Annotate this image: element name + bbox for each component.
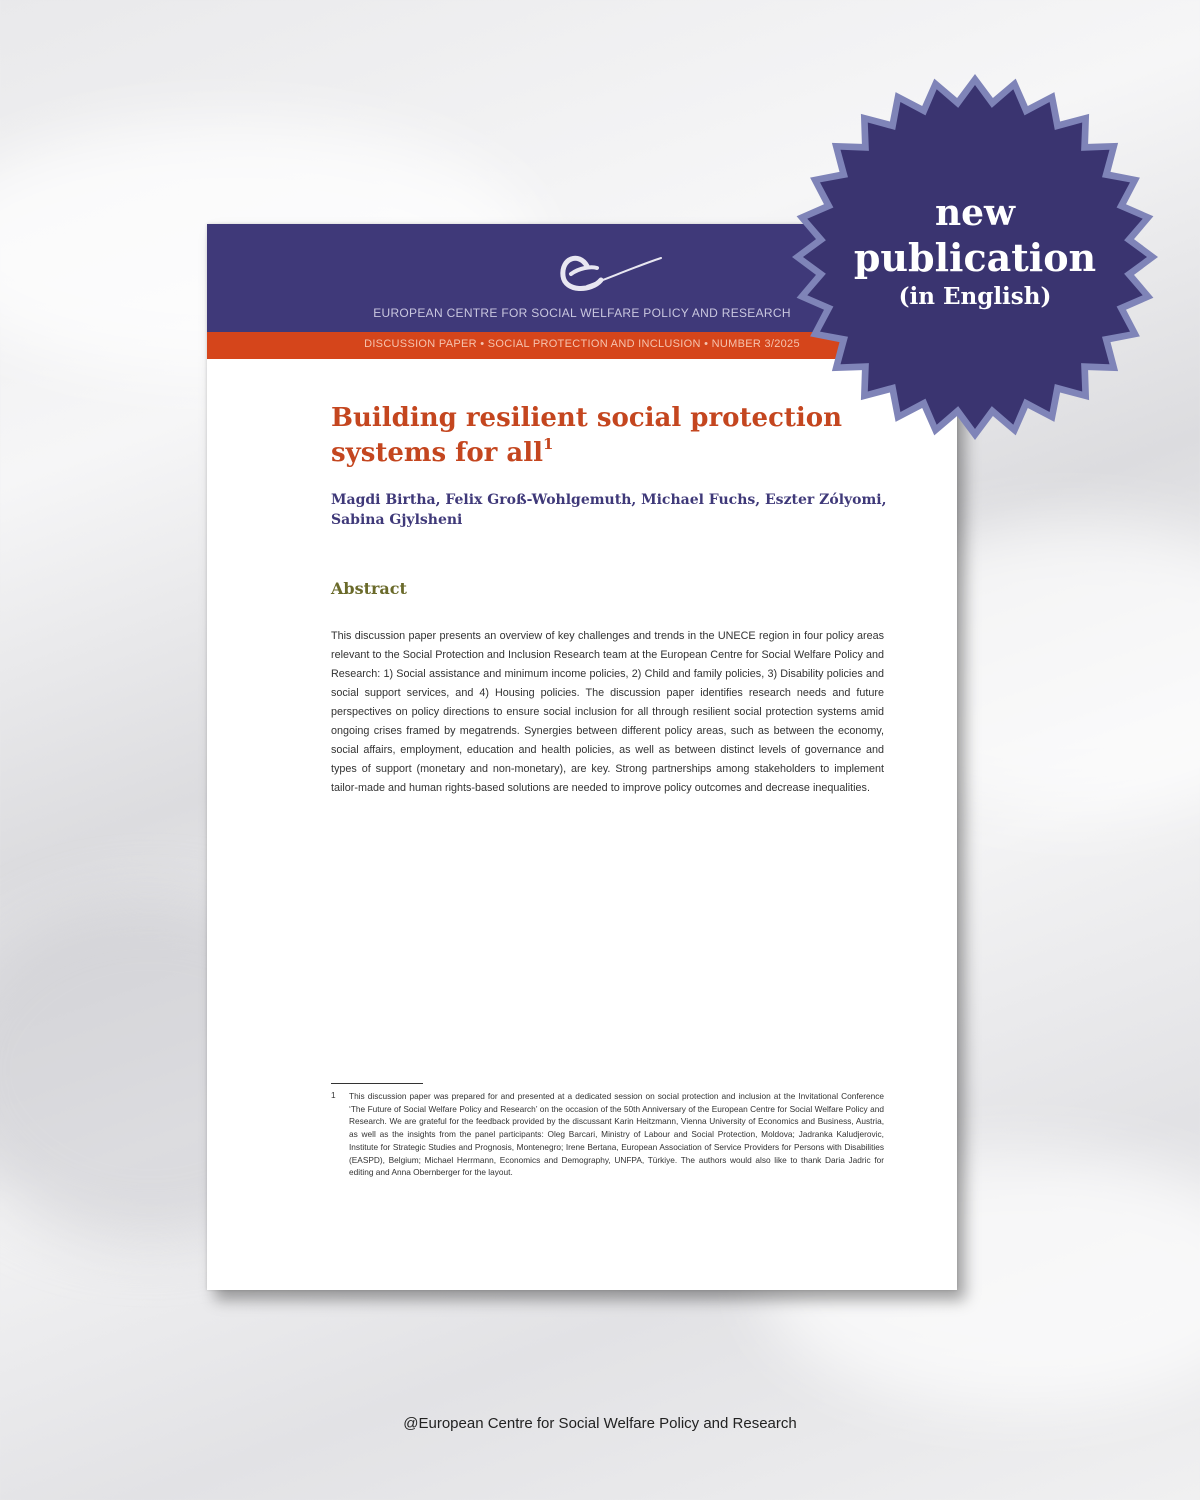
abstract-text: This discussion paper presents an overview of key challenges and trends in the UNECE region in four policy areas relevant to the Social Protection and Inclusion Research team at the European Centre for Social Welfare Policy and Research: 1) Social assistance and minimum income policies, 2) Child and family policies, 3) Disability policies and social support services, and 4) Housing policies. The discussion paper identifies research needs and future perspectives on policy directions to ensure social inclusion for all through resilient social protection systems amid ongoing crises framed by megatrends. Synergies between different policy areas, such as between the economy, social affairs, employment, education and health policies, as well as between distinct levels of governance and types of support (monetary and non-monetary), are key. Strong partnerships among stakeholders to implement tailor-made and human rights-based solutions are needed to improve policy outcomes and decrease inequalities.: [331, 630, 884, 794]
authors: Magdi Birtha, Felix Groß-Wohlgemuth, Michael Fuchs, Eszter Zólyomi, Sabina Gjylsheni: [331, 492, 887, 528]
footnote-divider: [331, 1083, 423, 1084]
abstract-heading: Abstract: [331, 579, 407, 598]
badge-line-new: new: [934, 192, 1016, 234]
badge-line-publication: publication: [853, 235, 1097, 280]
footnote-text: This discussion paper was prepared for and presented at a dedicated session on social protection and inclusion at the Invitational Conference ‘The Future of Social Welfare Policy and Research’ on the occasion of the 50th Anniversary of the European Centre for Social Welfare Policy and Research. We are grateful for the feedback provided by the discussant Karin Heitzmann, Vienna University of Economics and Business, Austria, as well as the insights from the panel participants: Oleg Barcari, Ministry of Labour and Social Protection, Moldova; Jadranka Kaludjerovic, Institute for Strategic Studies and Prognosis, Montenegro; Irene Bertana, European Association of Service Providers for Persons with Disabilities (EASPD), Belgium; Michael Herrmann, Economics and Demography, UNFPA, Türkiye. The authors would also like to thank Daria Jadric for editing and Anna Obernberger for the layout.: [349, 1091, 884, 1178]
badge-label: [790, 72, 1160, 442]
badge-line-language: (in English): [898, 283, 1052, 310]
series-label: DISCUSSION PAPER • SOCIAL PROTECTION AND INCLUSION • NUMBER 3/2025: [364, 338, 800, 350]
organization-name: EUROPEAN CENTRE FOR SOCIAL WELFARE POLICY AND RESEARCH: [373, 306, 791, 320]
title-footnote-mark: 1: [543, 435, 554, 453]
copyright-credit: @European Centre for Social Welfare Policy and Research: [403, 1415, 797, 1432]
organization-logo-icon: [557, 246, 667, 298]
footnote-number: 1: [331, 1090, 336, 1100]
title-text: Building resilient social protection systems for all: [331, 403, 843, 468]
